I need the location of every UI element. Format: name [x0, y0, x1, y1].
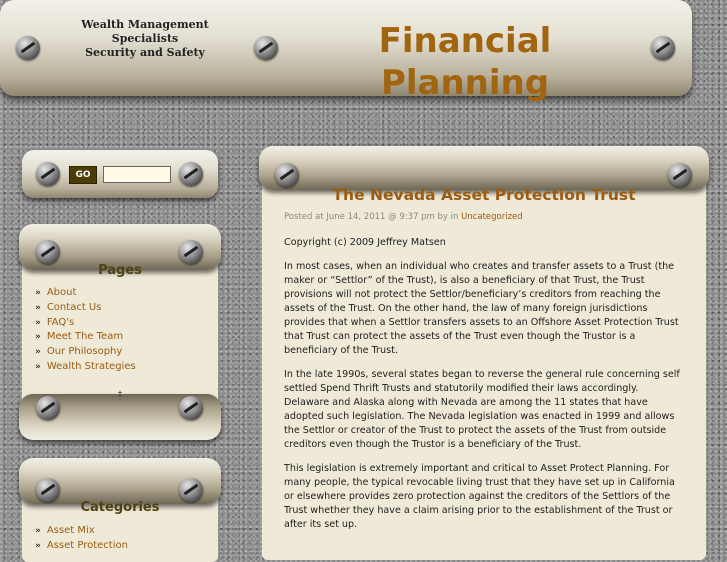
bullet-icon: »	[35, 526, 41, 536]
search-widget	[22, 150, 218, 198]
screw-icon	[179, 478, 203, 502]
post-paragraph: In the late 1990s, several states began to reverse the general rule concerning self settled Spend Thrift Trusts and statutorily modified their laws accordingly. Delaware and Alaska along with Nevada are among the 11 states that have adopted such legislation. The Nevada legislation was enacted in 1999 and allows the Settlor or creator of the Trust to protect the assets of the Trust from outside creditors even though the Trustor is a beneficiary of the Trust.	[284, 369, 680, 450]
pages-widget-title: Pages	[98, 263, 142, 278]
bullet-icon: »	[35, 302, 41, 313]
bullet-icon: »	[35, 317, 41, 328]
category-item-label[interactable]: Asset Protection	[46, 539, 128, 551]
pages-item-label[interactable]: Contact Us	[46, 301, 102, 313]
post-meta-text: Posted at June 14, 2011 @ 9:37 pm by in	[284, 212, 462, 222]
pages-item-label[interactable]: Our Philosophy	[46, 346, 123, 358]
post-category-link[interactable]: Uncategorized	[461, 212, 523, 222]
screw-icon	[36, 162, 60, 186]
pages-item-label[interactable]: Meet The Team	[46, 331, 124, 343]
screw-icon	[254, 36, 278, 60]
categories-widget	[22, 462, 218, 562]
screw-icon	[16, 36, 40, 60]
screw-icon	[275, 163, 299, 187]
pages-item-label[interactable]: About	[46, 287, 77, 298]
category-item-asset-protection[interactable]	[35, 539, 128, 554]
pages-widget	[22, 228, 218, 436]
screw-icon	[668, 163, 692, 187]
search-input[interactable]	[103, 166, 171, 183]
post-paragraph: In most cases, when an individual who creates and transfer assets to a Trust (the maker or “Settlor” of the Trust), is also a beneficiary of that Trust, the Trust provisions will not protect the Settlor/beneficiary’s creditors from reaching the assets of the Trust. On the other hand, the law of many foreign jurisdictions provides that when a Settlor transfers assets to an Offshore Asset Protection Trust that Trust can protect the assets of the Trust even though the Trustor is a beneficiary of the Trust.	[284, 261, 679, 356]
pages-item-about[interactable]	[35, 286, 136, 301]
search-go-button[interactable]: GO	[69, 166, 97, 184]
category-item-asset-mix[interactable]	[35, 524, 128, 539]
category-item-label[interactable]: Asset Mix	[46, 525, 95, 536]
tagline-line-2: Security and Safety	[85, 46, 205, 59]
categories-widget-title: Categories	[80, 500, 160, 515]
site-title[interactable]: Financial Planning	[378, 21, 552, 103]
pages-item-meet-the-team[interactable]	[35, 330, 136, 345]
screw-icon	[179, 240, 203, 264]
tagline-line-1: Wealth Management Specialists	[81, 18, 209, 45]
pages-item-contact-us[interactable]	[35, 301, 136, 316]
screw-icon	[36, 240, 60, 264]
screw-icon	[179, 162, 203, 186]
bullet-icon: »	[35, 347, 41, 358]
screw-icon	[651, 36, 675, 60]
bullet-icon: »	[35, 288, 41, 298]
scroll-top-roll	[259, 146, 709, 190]
bullet-icon: »	[35, 361, 41, 372]
site-header	[0, 0, 692, 103]
bullet-icon: »	[35, 540, 41, 551]
post-paragraph: This legislation is extremely important and critical to Asset Protect Planning. For many people, the typical revocable living trust that they have set up in California or elsewhere provides zero protection against the creditors of the Settlors of the Trust whether they have a claim arising prior to the establishment of the Trust or after its set up.	[284, 463, 675, 530]
pages-item-our-philosophy[interactable]	[35, 345, 136, 360]
post-paragraph: Copyright (c) 2009 Jeffrey Matsen	[284, 237, 446, 248]
categories-list	[35, 524, 128, 554]
post-body	[284, 236, 686, 542]
screw-icon	[36, 478, 60, 502]
pages-item-faqs[interactable]	[35, 316, 136, 331]
bullet-icon: »	[35, 332, 41, 343]
post-panel	[262, 150, 706, 560]
separator-icon: ‡	[117, 390, 123, 400]
site-tagline	[55, 18, 235, 60]
pages-item-wealth-strategies[interactable]	[35, 360, 136, 375]
pages-item-label[interactable]: Wealth Strategies	[46, 360, 136, 372]
pages-list	[35, 286, 136, 375]
post-meta	[284, 212, 523, 222]
post-title[interactable]: The Nevada Asset Protection Trust	[332, 186, 636, 204]
pages-item-label[interactable]: FAQ's	[46, 316, 75, 328]
